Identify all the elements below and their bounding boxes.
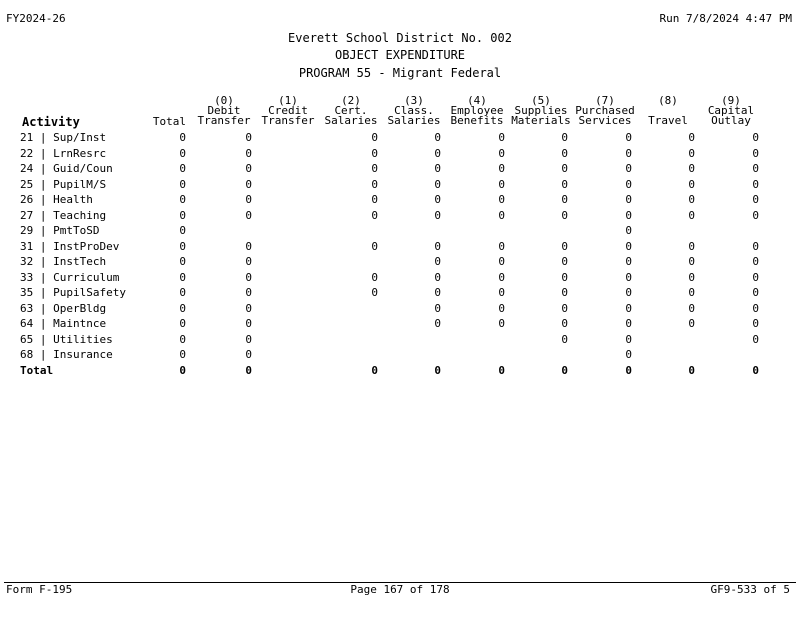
total-cell: 0 (179, 224, 186, 237)
object-value-cell: 0 (752, 193, 759, 206)
object-value-cell (378, 347, 441, 363)
form-number: Form F-195 (6, 583, 73, 596)
object-value-cell: 0 (434, 255, 441, 268)
object-value-cell: 0 (371, 162, 378, 175)
total-cell: 0 (179, 131, 186, 144)
object-header-l2: Transfer (261, 114, 315, 126)
object-value-cell (252, 208, 315, 224)
object-value-cell (441, 332, 505, 348)
object-value-cell: 0 (561, 208, 568, 222)
object-header-l2: Outlay (711, 114, 751, 126)
object-value-cell: 0 (625, 146, 632, 160)
expenditure-table (20, 130, 759, 378)
object-value-cell (378, 223, 441, 239)
object-header-num: (9) (721, 96, 741, 107)
object-value-cell: 0 (752, 239, 759, 253)
object-value-cell: 0 (688, 255, 695, 268)
object-header-1 (257, 96, 319, 126)
object-value-cell: 0 (245, 177, 252, 191)
object-value-cell: 0 (561, 332, 568, 346)
activity-cell: 25 | PupilM/S (20, 177, 107, 191)
activity-cell: 63 | OperBldg (20, 301, 107, 315)
object-value-cell (441, 223, 505, 239)
object-header-l2: Materials (511, 114, 571, 126)
object-value-cell: 0 (688, 239, 695, 253)
object-value-cell: 0 (245, 131, 252, 144)
object-value-cell: 0 (625, 255, 632, 268)
object-value-cell: 0 (498, 363, 505, 377)
object-header-num: (4) (467, 96, 487, 107)
activity-cell: 31 | InstProDev (20, 239, 120, 253)
object-value-cell: 0 (625, 270, 632, 284)
object-header-4 (446, 96, 508, 126)
object-value-cell (186, 223, 252, 239)
object-value-cell (505, 223, 568, 239)
object-value-cell: 0 (245, 301, 252, 315)
total-cell: 0 (179, 317, 186, 330)
activity-column-header: Activity (22, 115, 80, 129)
object-value-cell: 0 (434, 208, 441, 222)
object-header-num: (0) (214, 96, 234, 107)
activity-cell: 29 | PmtToSD (20, 224, 100, 237)
table-row (20, 177, 759, 193)
object-value-cell: 0 (561, 363, 568, 377)
table-row (20, 285, 759, 301)
object-value-cell: 0 (434, 286, 441, 299)
object-value-cell: 0 (434, 162, 441, 175)
object-value-cell: 0 (625, 348, 632, 361)
object-header-l1: Credit (268, 104, 308, 117)
activity-cell: 64 | Maintnce (20, 317, 107, 330)
object-value-cell (252, 177, 315, 193)
object-value-cell: 0 (371, 193, 378, 206)
object-value-cell: 0 (688, 177, 695, 191)
object-value-cell (252, 223, 315, 239)
run-info: Run 7/8/2024 4:47 PM (659, 12, 792, 25)
activity-cell: 26 | Health (20, 193, 93, 206)
object-value-cell (315, 347, 378, 363)
object-header-l1: Cert. (334, 104, 368, 117)
object-value-cell (252, 301, 315, 317)
object-value-cell: 0 (625, 363, 632, 377)
object-value-cell: 0 (498, 255, 505, 268)
object-value-cell: 0 (625, 131, 632, 144)
object-header-l2: Salaries (387, 114, 441, 126)
object-value-cell: 0 (498, 131, 505, 144)
total-cell: 0 (179, 286, 186, 299)
object-header-l1: Capital (707, 104, 755, 117)
object-value-cell: 0 (561, 286, 568, 299)
object-header-num: (3) (404, 96, 424, 107)
object-value-cell: 0 (498, 146, 505, 160)
object-value-cell: 0 (434, 363, 441, 377)
total-cell: 0 (179, 193, 186, 206)
object-header-l1: Purchased (575, 104, 635, 117)
activity-cell: 35 | PupilSafety (20, 286, 126, 299)
object-value-cell: 0 (498, 239, 505, 253)
total-cell: 0 (179, 177, 186, 191)
object-value-cell: 0 (498, 301, 505, 315)
object-value-cell: 0 (688, 270, 695, 284)
object-value-cell: 0 (245, 162, 252, 175)
object-header-2 (320, 96, 382, 126)
object-value-cell: 0 (498, 317, 505, 330)
object-value-cell: 0 (688, 131, 695, 144)
object-value-cell: 0 (434, 177, 441, 191)
object-value-cell: 0 (752, 208, 759, 222)
object-value-cell: 0 (498, 286, 505, 299)
object-value-cell (252, 130, 315, 146)
object-value-cell (315, 332, 378, 348)
object-value-cell (252, 332, 315, 348)
object-value-cell: 0 (434, 301, 441, 315)
object-value-cell: 0 (561, 270, 568, 284)
object-value-cell (315, 254, 378, 270)
activity-cell: 27 | Teaching (20, 208, 107, 222)
object-value-cell: 0 (371, 363, 378, 377)
object-header-l1: Class. (394, 104, 434, 117)
object-value-cell: 0 (561, 317, 568, 330)
total-cell: 0 (179, 348, 186, 361)
object-value-cell: 0 (561, 177, 568, 191)
fiscal-year: FY2024-26 (6, 12, 66, 25)
object-value-cell: 0 (752, 177, 759, 191)
object-value-cell: 0 (371, 286, 378, 299)
object-value-cell (315, 301, 378, 317)
object-value-cell: 0 (245, 239, 252, 253)
object-value-cell (252, 285, 315, 301)
activity-cell: 24 | Guid/Coun (20, 162, 113, 175)
object-value-cell (632, 332, 695, 348)
object-value-cell: 0 (498, 208, 505, 222)
object-header-num: (2) (341, 96, 361, 107)
object-value-cell: 0 (752, 146, 759, 160)
object-header-l1: Employee (450, 104, 504, 117)
total-cell: 0 (179, 301, 186, 315)
object-value-cell: 0 (434, 317, 441, 330)
object-value-cell (632, 347, 695, 363)
object-value-cell (252, 363, 315, 379)
object-value-cell: 0 (625, 239, 632, 253)
activity-cell: 32 | InstTech (20, 255, 107, 268)
report-code: GF9-533 of 5 (710, 583, 790, 596)
table-row (20, 161, 759, 177)
object-value-cell (252, 239, 315, 255)
object-value-cell: 0 (245, 208, 252, 222)
object-value-cell (695, 347, 759, 363)
object-value-cell: 0 (625, 317, 632, 330)
object-value-cell: 0 (434, 193, 441, 206)
activity-cell: 22 | LrnResrc (20, 146, 107, 160)
table-row (20, 332, 759, 348)
object-value-cell (505, 347, 568, 363)
total-column-header: Total (152, 115, 186, 128)
object-value-cell: 0 (561, 193, 568, 206)
object-header-5 (510, 96, 572, 126)
total-cell: 0 (179, 146, 186, 160)
object-header-num: (5) (531, 96, 551, 107)
object-value-cell (695, 223, 759, 239)
object-value-cell: 0 (625, 177, 632, 191)
object-value-cell: 0 (688, 317, 695, 330)
total-cell: 0 (179, 255, 186, 268)
total-cell: 0 (179, 332, 186, 346)
object-value-cell: 0 (561, 239, 568, 253)
program-title: PROGRAM 55 - Migrant Federal (298, 66, 502, 80)
object-value-cell (315, 223, 378, 239)
object-value-cell: 0 (245, 255, 252, 268)
activity-cell: 65 | Utilities (20, 332, 113, 346)
activity-cell: 21 | Sup/Inst (20, 131, 107, 144)
object-value-cell: 0 (752, 286, 759, 299)
object-value-cell: 0 (371, 177, 378, 191)
table-row (20, 239, 759, 255)
object-value-cell: 0 (245, 193, 252, 206)
object-value-cell: 0 (688, 301, 695, 315)
object-header-num: (1) (278, 96, 298, 107)
object-value-cell: 0 (371, 270, 378, 284)
object-value-cell: 0 (688, 193, 695, 206)
object-value-cell: 0 (245, 363, 252, 377)
object-header-3 (383, 96, 445, 126)
table-row (20, 130, 759, 146)
object-value-cell (315, 316, 378, 332)
object-value-cell: 0 (498, 177, 505, 191)
object-value-cell: 0 (688, 146, 695, 160)
object-value-cell (252, 161, 315, 177)
object-value-cell (252, 316, 315, 332)
object-value-cell: 0 (561, 146, 568, 160)
page-number: Page 167 of 178 (350, 583, 450, 596)
object-value-cell: 0 (371, 131, 378, 144)
object-value-cell: 0 (625, 224, 632, 237)
total-cell: 0 (179, 270, 186, 284)
object-value-cell (252, 347, 315, 363)
object-value-cell (252, 270, 315, 286)
object-value-cell: 0 (561, 131, 568, 144)
object-value-cell: 0 (752, 301, 759, 315)
total-cell: 0 (179, 162, 186, 175)
object-value-cell: 0 (625, 208, 632, 222)
object-value-cell: 0 (498, 193, 505, 206)
object-value-cell: 0 (625, 193, 632, 206)
object-value-cell: 0 (688, 162, 695, 175)
object-value-cell (632, 223, 695, 239)
object-header-l2: Benefits (450, 114, 504, 126)
object-value-cell: 0 (434, 131, 441, 144)
object-value-cell: 0 (371, 239, 378, 253)
object-value-cell: 0 (625, 301, 632, 315)
object-value-cell: 0 (752, 363, 759, 377)
object-value-cell (378, 332, 441, 348)
object-value-cell (441, 347, 505, 363)
table-row (20, 146, 759, 162)
total-cell: 0 (179, 239, 186, 253)
object-value-cell: 0 (245, 332, 252, 346)
district-name: Everett School District No. 002 (288, 31, 512, 45)
object-value-cell: 0 (245, 286, 252, 299)
object-value-cell: 0 (561, 301, 568, 315)
object-header-l1: Debit (207, 104, 241, 117)
table-row (20, 347, 759, 363)
object-header-l2: Services (578, 114, 632, 126)
table-row (20, 192, 759, 208)
object-header-0 (193, 96, 255, 126)
table-row (20, 316, 759, 332)
object-header-7 (637, 96, 699, 126)
object-header-l1: Supplies (514, 104, 568, 117)
object-value-cell: 0 (688, 286, 695, 299)
object-value-cell: 0 (434, 239, 441, 253)
total-cell: 0 (179, 363, 186, 377)
table-row (20, 208, 759, 224)
object-value-cell: 0 (752, 162, 759, 175)
object-value-cell: 0 (752, 255, 759, 268)
object-value-cell: 0 (688, 363, 695, 377)
table-row (20, 301, 759, 317)
object-header-num: (8) (658, 96, 678, 107)
activity-cell: 68 | Insurance (20, 348, 113, 361)
object-value-cell: 0 (561, 162, 568, 175)
object-value-cell: 0 (752, 332, 759, 346)
object-header-num: (7) (595, 96, 615, 107)
object-value-cell: 0 (688, 208, 695, 222)
total-row (20, 363, 759, 379)
object-value-cell (252, 254, 315, 270)
activity-cell: 33 | Curriculum (20, 270, 120, 284)
object-value-cell: 0 (752, 131, 759, 144)
object-value-cell (252, 146, 315, 162)
object-value-cell: 0 (245, 270, 252, 284)
table-row (20, 254, 759, 270)
object-header-l2: Transfer (197, 114, 251, 126)
object-value-cell: 0 (371, 208, 378, 222)
object-value-cell: 0 (561, 255, 568, 268)
object-header-l2: Salaries (324, 114, 378, 126)
object-value-cell: 0 (371, 146, 378, 160)
table-row (20, 270, 759, 286)
report-title: OBJECT EXPENDITURE (334, 48, 466, 62)
object-header-6 (574, 96, 636, 126)
object-header-8 (700, 96, 762, 126)
table-row (20, 223, 759, 239)
object-value-cell: 0 (245, 348, 252, 361)
object-value-cell: 0 (752, 270, 759, 284)
object-value-cell: 0 (752, 317, 759, 330)
total-cell: 0 (179, 208, 186, 222)
activity-cell: Total (20, 363, 54, 377)
object-value-cell: 0 (245, 317, 252, 330)
object-value-cell: 0 (245, 146, 252, 160)
object-value-cell: 0 (498, 162, 505, 175)
object-value-cell: 0 (625, 332, 632, 346)
object-value-cell: 0 (625, 162, 632, 175)
object-header-l2: Travel (648, 114, 688, 126)
object-value-cell: 0 (498, 270, 505, 284)
object-value-cell: 0 (434, 270, 441, 284)
object-value-cell: 0 (625, 286, 632, 299)
object-value-cell: 0 (434, 146, 441, 160)
object-value-cell (252, 192, 315, 208)
